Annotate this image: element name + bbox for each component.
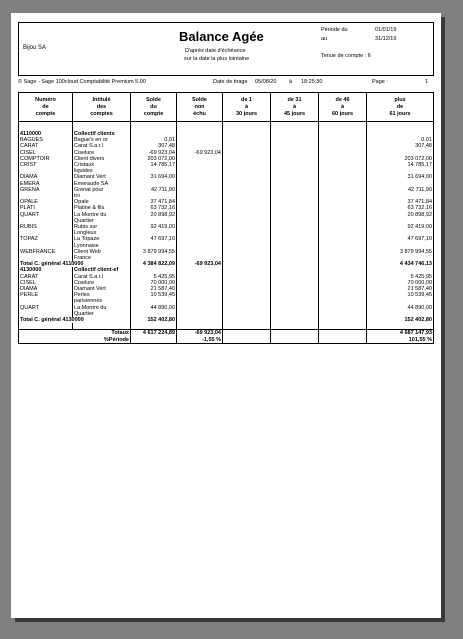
table-cell <box>319 249 367 261</box>
total-non-echu: -69 923,04 <box>177 261 223 267</box>
over-61-days: 21 587,40 <box>367 286 434 292</box>
report-title: Balance Agée <box>179 29 264 44</box>
table-cell <box>73 122 131 132</box>
account-name: Ciselure <box>73 280 131 286</box>
table-row <box>19 236 434 248</box>
grand-total-non-echu: -69 923,04 <box>177 330 223 337</box>
column-header: de 1 à 30 jours <box>223 93 271 122</box>
table-cell <box>271 236 319 248</box>
table-cell <box>319 187 367 199</box>
account-number: OPALE <box>19 199 73 205</box>
over-61-days: 20 898,92 <box>367 212 434 224</box>
over-61-days: 3 879 994,55 <box>367 249 434 261</box>
over-61-days: 0,01 <box>367 137 434 143</box>
column-header: plus de 61 jours <box>367 93 434 122</box>
aged-balance-table <box>18 92 434 344</box>
table-cell <box>319 122 367 132</box>
solde-compte: 5 425,95 <box>131 274 177 280</box>
period-to-label: au <box>321 36 328 42</box>
account-name: Bague's en or <box>73 137 131 143</box>
over-61-days: 92 419,00 <box>367 224 434 236</box>
solde-non-echu <box>177 292 223 304</box>
page-number: 1 <box>425 79 429 85</box>
solde-compte: 203 072,00 <box>131 156 177 162</box>
account-name: Platine & fils <box>73 205 131 211</box>
account-name: La Montre du Quartier <box>73 305 131 317</box>
solde-compte: 42 711,90 <box>131 187 177 199</box>
account-name: Opale <box>73 199 131 205</box>
solde-compte: -69 923,04 <box>131 150 177 156</box>
over-61-days: 63 732,16 <box>367 205 434 211</box>
table-cell <box>271 249 319 261</box>
over-61-days: 70 000,00 <box>367 280 434 286</box>
account-name: Emeraude SA <box>73 181 131 187</box>
print-date: 05/08/20 <box>255 79 277 85</box>
account-number: QUART <box>19 305 73 317</box>
solde-compte: 3 879 994,55 <box>131 249 177 261</box>
solde-non-echu <box>177 212 223 224</box>
table-cell <box>319 337 367 344</box>
solde-compte: 20 898,92 <box>131 212 177 224</box>
table-cell <box>271 224 319 236</box>
percent-over-61: 101,55 % <box>367 337 434 344</box>
table-cell <box>319 292 367 304</box>
grand-total-label: Totaux <box>19 330 131 337</box>
grand-total-over-61: 4 687 147,93 <box>367 330 434 337</box>
table-cell <box>223 330 271 337</box>
account-number: CARAT <box>19 143 73 149</box>
over-61-days: 31 694,00 <box>367 174 434 180</box>
account-name: Grenat pour toi <box>73 187 131 199</box>
table-cell <box>131 337 177 344</box>
total-label: Total C. général 4130000 <box>19 317 131 323</box>
solde-non-echu <box>177 224 223 236</box>
table-cell <box>223 224 271 236</box>
table-row <box>19 212 434 224</box>
account-number: TOPAZ <box>19 236 73 248</box>
table-row <box>19 224 434 236</box>
account-name: Collectif client-ef <box>73 267 131 273</box>
solde-non-echu <box>177 249 223 261</box>
solde-compte: 47 697,10 <box>131 236 177 248</box>
solde-compte: 10 539,45 <box>131 292 177 304</box>
column-header: Numéro de compte <box>19 93 73 122</box>
account-name: La Montre du Quartier <box>73 212 131 224</box>
total-solde: 152 402,80 <box>131 317 177 323</box>
over-61-days: 37 471,84 <box>367 199 434 205</box>
table-cell <box>367 122 434 132</box>
account-keeping: Tenue de compte : 6 <box>321 53 371 59</box>
account-number: BAGUES <box>19 137 73 143</box>
account-number: CISEL <box>19 150 73 156</box>
account-name: Ciselure <box>73 150 131 156</box>
table-cell <box>223 337 271 344</box>
over-61-days: 47 697,10 <box>367 236 434 248</box>
over-61-days: 14 785,17 <box>367 162 434 174</box>
over-61-days: 10 539,45 <box>367 292 434 304</box>
account-number: PLATI <box>19 205 73 211</box>
percent-non-echu: -1,55 % <box>177 337 223 344</box>
table-cell <box>319 212 367 224</box>
table-row <box>19 187 434 199</box>
report-subtitle-2: sur la date la plus lointaine <box>184 56 250 62</box>
account-number: CISEL <box>19 280 73 286</box>
total-solde: 4 384 822,09 <box>131 261 177 267</box>
account-name: Rubis sur Longleux <box>73 224 131 236</box>
table-cell <box>19 122 73 132</box>
table-cell <box>131 122 177 132</box>
account-number: EMERA <box>19 181 73 187</box>
table-cell <box>319 305 367 317</box>
spacer-row <box>19 122 434 132</box>
account-number: 4130000 <box>19 267 73 273</box>
column-header: de 31 à 45 jours <box>271 93 319 122</box>
account-number: 4110000 <box>19 131 73 137</box>
account-name: Carat S.a.r.l <box>73 274 131 280</box>
print-time: 18:25:30 <box>301 79 323 85</box>
table-cell <box>223 122 271 132</box>
report-header <box>18 22 434 76</box>
column-header: de 46 à 60 jours <box>319 93 367 122</box>
account-number: DIAMA <box>19 286 73 292</box>
total-over-61: 152 402,80 <box>367 317 434 323</box>
account-number: DIAMA <box>19 174 73 180</box>
column-header: Solde non échu <box>177 93 223 122</box>
column-header: Solde du compte <box>131 93 177 122</box>
solde-compte: 92 419,00 <box>131 224 177 236</box>
table-row <box>19 162 434 174</box>
table-cell <box>223 236 271 248</box>
account-name: Perles parisiennes <box>73 292 131 304</box>
solde-compte: 63 732,16 <box>131 205 177 211</box>
table-cell <box>271 187 319 199</box>
software-label: © Sage - Sage 100cloud Comptabilité Premium 5.00 <box>18 79 146 85</box>
account-number: COMPTOIR <box>19 156 73 162</box>
grand-total-row <box>19 330 434 337</box>
page-label: Page : <box>372 79 388 85</box>
solde-compte: 70 000,00 <box>131 280 177 286</box>
period-from-label: Période du <box>321 27 348 33</box>
table-body <box>19 122 434 344</box>
table-cell <box>223 212 271 224</box>
print-date-label: Date de tirage <box>213 79 248 85</box>
grand-total-solde: 4 617 224,89 <box>131 330 177 337</box>
table-cell <box>319 162 367 174</box>
table-cell <box>271 330 319 337</box>
solde-compte: 307,48 <box>131 143 177 149</box>
table-cell <box>223 305 271 317</box>
total-label: Total C. général 4110000 <box>19 261 131 267</box>
solde-non-echu: -69 923,04 <box>177 150 223 156</box>
solde-non-echu <box>177 236 223 248</box>
solde-compte: 44 890,00 <box>131 305 177 317</box>
company-name: Bijou SA <box>23 45 47 51</box>
period-from: 01/01/19 <box>375 27 397 33</box>
account-number: CRIST <box>19 162 73 174</box>
account-number: WEBFRANCE <box>19 249 73 261</box>
solde-non-echu <box>177 162 223 174</box>
table-cell <box>223 292 271 304</box>
table-cell <box>223 162 271 174</box>
account-name: Client Web France <box>73 249 131 261</box>
solde-compte: 31 694,00 <box>131 174 177 180</box>
time-separator: à <box>289 79 293 85</box>
table-cell <box>271 292 319 304</box>
table-cell <box>319 236 367 248</box>
period-to: 31/12/19 <box>375 36 397 42</box>
table-cell <box>319 330 367 337</box>
solde-compte: 21 587,40 <box>131 286 177 292</box>
solde-compte: 0,01 <box>131 137 177 143</box>
table-cell <box>271 305 319 317</box>
table-cell <box>177 122 223 132</box>
percent-row <box>19 337 434 344</box>
table-row <box>19 305 434 317</box>
over-61-days: 307,48 <box>367 143 434 149</box>
table-header-row <box>19 93 434 122</box>
over-61-days: 44 890,00 <box>367 305 434 317</box>
table-cell <box>271 212 319 224</box>
table-cell <box>319 224 367 236</box>
table-row <box>19 292 434 304</box>
solde-compte: 37 471,84 <box>131 199 177 205</box>
account-number: PERLE <box>19 292 73 304</box>
account-number: QUART <box>19 212 73 224</box>
account-name: Carat S.a.r.l <box>73 143 131 149</box>
report-subtitle-1: D'après date d'échéance <box>185 48 246 54</box>
percent-label: %Période <box>19 337 131 344</box>
over-61-days: 5 425,95 <box>367 274 434 280</box>
table-cell <box>271 122 319 132</box>
total-over-61: 4 434 746,13 <box>367 261 434 267</box>
report-page <box>11 13 441 618</box>
info-line <box>18 79 432 87</box>
over-61-days: 203 072,00 <box>367 156 434 162</box>
account-name: Diamant Vert <box>73 286 131 292</box>
solde-compte: 14 785,17 <box>131 162 177 174</box>
account-name: Diamant Vert <box>73 174 131 180</box>
account-number: CARAT <box>19 274 73 280</box>
solde-non-echu <box>177 187 223 199</box>
solde-non-echu <box>177 305 223 317</box>
table-cell <box>271 162 319 174</box>
account-number: GRENA <box>19 187 73 199</box>
account-name: Client divers <box>73 156 131 162</box>
table-cell <box>223 187 271 199</box>
table-cell <box>271 337 319 344</box>
over-61-days: 42 711,90 <box>367 187 434 199</box>
column-header: Intitulé des comptes <box>73 93 131 122</box>
account-name: Cristaux liquides <box>73 162 131 174</box>
account-name: Collectif clients <box>73 131 131 137</box>
account-name: La Topaze Lyonnaise <box>73 236 131 248</box>
account-number: RUBIS <box>19 224 73 236</box>
table-cell <box>223 249 271 261</box>
table-row <box>19 249 434 261</box>
